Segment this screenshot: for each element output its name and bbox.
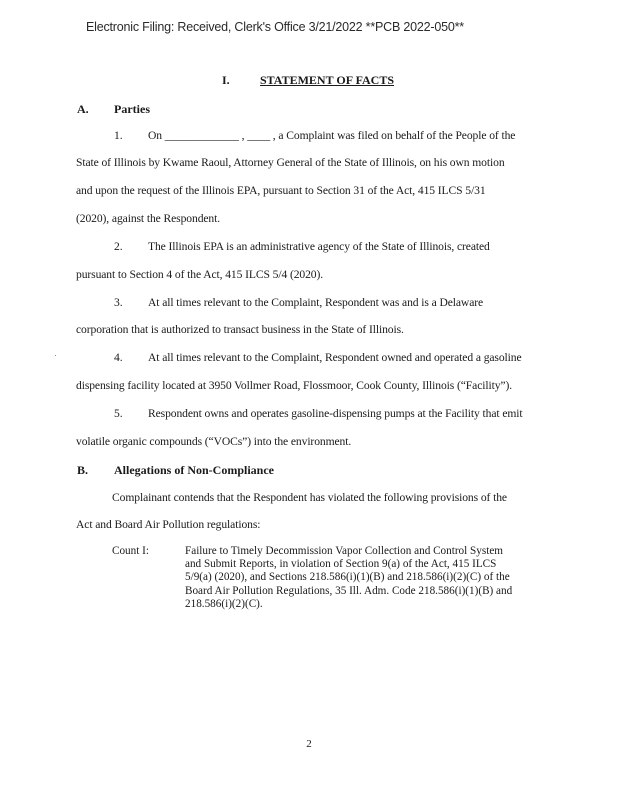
- paragraph-line: At all times relevant to the Complaint, Respondent was and is a Delaware: [148, 296, 484, 309]
- subheading-letter: A.: [77, 102, 89, 116]
- count-text: [185, 545, 540, 611]
- section-number: I.: [222, 73, 230, 87]
- paragraph-line: (2020), against the Respondent.: [76, 212, 221, 225]
- paragraph-line: At all times relevant to the Complaint, Respondent owned and operated a gasoline: [148, 351, 522, 364]
- paragraph-number: 4.: [114, 351, 123, 364]
- count-line: and Submit Reports, in violation of Section 9(a) of the Act, 415 ILCS: [185, 558, 497, 571]
- filing-stamp: Electronic Filing: Received, Clerk's Office 3/21/2022 **PCB 2022-050**: [86, 20, 464, 34]
- paragraph-line: Act and Board Air Pollution regulations:: [76, 518, 261, 531]
- count-line: Board Air Pollution Regulations, 35 Ill. Adm. Code 218.586(i)(1)(B) and: [185, 584, 513, 597]
- paragraph-line: pursuant to Section 4 of the Act, 415 ILCS 5/4 (2020).: [76, 268, 324, 281]
- paragraph-line: Complainant contends that the Respondent has violated the following provisions of the: [112, 491, 507, 504]
- scan-speck: [55, 355, 56, 356]
- paragraph-line: Respondent owns and operates gasoline-dispensing pumps at the Facility that emit: [148, 407, 523, 420]
- subheading-letter: B.: [77, 463, 89, 477]
- count-line: 218.586(i)(2)(C).: [185, 597, 263, 610]
- paragraph-line: State of Illinois by Kwame Raoul, Attorney General of the State of Illinois, on his own motion: [76, 156, 505, 169]
- paragraph-line: On _____________ , ____ , a Complaint was filed on behalf of the People of the: [148, 129, 516, 142]
- paragraph-line: The Illinois EPA is an administrative agency of the State of Illinois, created: [148, 240, 490, 253]
- page-number: 2: [306, 738, 312, 750]
- paragraph-line: volatile organic compounds (“VOCs”) into the environment.: [76, 435, 352, 448]
- paragraph-line: dispensing facility located at 3950 Vollmer Road, Flossmoor, Cook County, Illinois (“Facility”).: [76, 379, 513, 392]
- section-title: STATEMENT OF FACTS: [260, 73, 395, 87]
- count-line: 5/9(a) (2020), and Sections 218.586(i)(1)(B) and 218.586(i)(2)(C) of the: [185, 571, 510, 584]
- paragraph-number: 2.: [114, 240, 123, 253]
- count-line: Failure to Timely Decommission Vapor Collection and Control System: [185, 545, 504, 557]
- paragraph-line: and upon the request of the Illinois EPA, pursuant to Section 31 of the Act, 415 ILCS 5/31: [76, 184, 486, 197]
- subheading-label: Allegations of Non-Compliance: [114, 463, 274, 477]
- paragraph-line: corporation that is authorized to transact business in the State of Illinois.: [76, 323, 404, 336]
- paragraph-number: 1.: [114, 129, 123, 142]
- count-label: Count I:: [112, 545, 149, 557]
- paragraph-number: 3.: [114, 296, 123, 309]
- paragraph-number: 5.: [114, 407, 123, 420]
- subheading-label: Parties: [114, 102, 150, 116]
